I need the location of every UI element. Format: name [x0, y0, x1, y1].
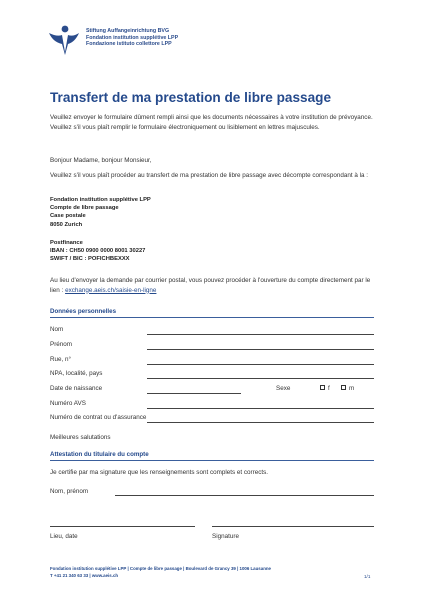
- section-divider: [50, 317, 374, 318]
- street-input[interactable]: [147, 364, 374, 365]
- sex-m-label: m: [349, 385, 355, 392]
- sex-f-checkbox[interactable]: [320, 385, 325, 390]
- avs-label: Numéro AVS: [50, 400, 86, 407]
- address-line: Case postale: [50, 213, 86, 220]
- sex-label: Sexe: [276, 385, 291, 392]
- full-name-label: Nom, prénom: [50, 488, 89, 495]
- personal-data-heading: Données personnelles: [50, 308, 117, 315]
- bank-name: Postfinance: [50, 240, 83, 246]
- sex-m-checkbox[interactable]: [341, 385, 346, 390]
- online-link[interactable]: exchange.aeis.ch/saisie-en-ligne: [65, 286, 157, 294]
- page-title: Transfert de ma prestation de libre passage: [50, 90, 332, 105]
- first-name-label: Prénom: [50, 341, 73, 348]
- contract-number-label: Numéro de contrat ou d'assurance: [50, 414, 147, 421]
- birth-date-input[interactable]: [147, 393, 241, 394]
- sex-f-label: f: [328, 385, 330, 392]
- address-line: Fondation institution supplétive LPP: [50, 197, 151, 203]
- signature-label: Signature: [212, 533, 239, 540]
- logo-line-de: Stiftung Auffangeinrichtung BVG: [86, 28, 170, 34]
- first-name-input[interactable]: [147, 349, 374, 350]
- place-date-input[interactable]: [50, 526, 195, 527]
- footer: [50, 566, 271, 579]
- logo-text: [86, 28, 178, 48]
- contract-number-input[interactable]: [147, 422, 374, 423]
- street-label: Rue, n°: [50, 356, 72, 363]
- address-line: 8050 Zurich: [50, 221, 83, 228]
- full-name-input[interactable]: [115, 495, 374, 496]
- closing-text: Meilleures salutations: [50, 434, 111, 441]
- address-line: Compte de libre passage: [50, 205, 119, 212]
- page-number: 1/1: [364, 574, 371, 579]
- signature-input[interactable]: [212, 526, 374, 527]
- footer-address: Fondation institution supplétive LPP | Compte de libre passage | Boulevard de Grancy 39 | 1006 Lausanne: [50, 566, 271, 571]
- attestation-statement: Je certifie par ma signature que les renseignements sont complets et corrects.: [50, 469, 269, 476]
- online-text: [50, 276, 375, 295]
- attestation-heading: Attestation du titulaire du compte: [50, 451, 149, 458]
- last-name-input[interactable]: [147, 334, 374, 335]
- locality-input[interactable]: [147, 378, 374, 379]
- bank-details: [50, 239, 145, 264]
- online-instruction: Au lieu d'envoyer la demande par courrier postal, vous pouvez procéder à l'ouverture du compte directement par le lien :: [50, 277, 371, 294]
- greeting-text: Bonjour Madame, bonjour Monsieur,: [50, 157, 152, 164]
- place-date-label: Lieu, date: [50, 533, 78, 540]
- recipient-address: [50, 196, 151, 229]
- section-divider: [50, 460, 374, 461]
- locality-label: NPA, localité, pays: [50, 370, 103, 377]
- iban: IBAN : CH50 0900 0000 8001 30227: [50, 248, 146, 255]
- birth-date-label: Date de naissance: [50, 385, 103, 392]
- logo: [48, 24, 80, 56]
- request-text: Veuillez s'il vous plaît procéder au transfert de ma prestation de libre passage avec décompte correspondant à la :: [50, 172, 368, 179]
- footer-contact: T +41 21 340 63 33 | www.aeis.ch: [50, 572, 119, 578]
- intro-text: Veuillez envoyer le formulaire dûment rempli ainsi que les documents nécessaires à votre institution de prévoyance. Veuillez s'il vous plaît remplir le formulaire électroniquement ou lisiblement en lettres majuscules.: [50, 114, 373, 131]
- foundation-logo-icon: [48, 24, 80, 56]
- avs-input[interactable]: [147, 408, 374, 409]
- logo-line-fr: Fondation institution supplétive LPP: [86, 34, 179, 41]
- logo-line-it: Fondazione istituto collettore LPP: [86, 41, 172, 48]
- last-name-label: Nom: [50, 326, 64, 333]
- swift-bic: SWIFT / BIC : POFICHBEXXX: [50, 256, 130, 263]
